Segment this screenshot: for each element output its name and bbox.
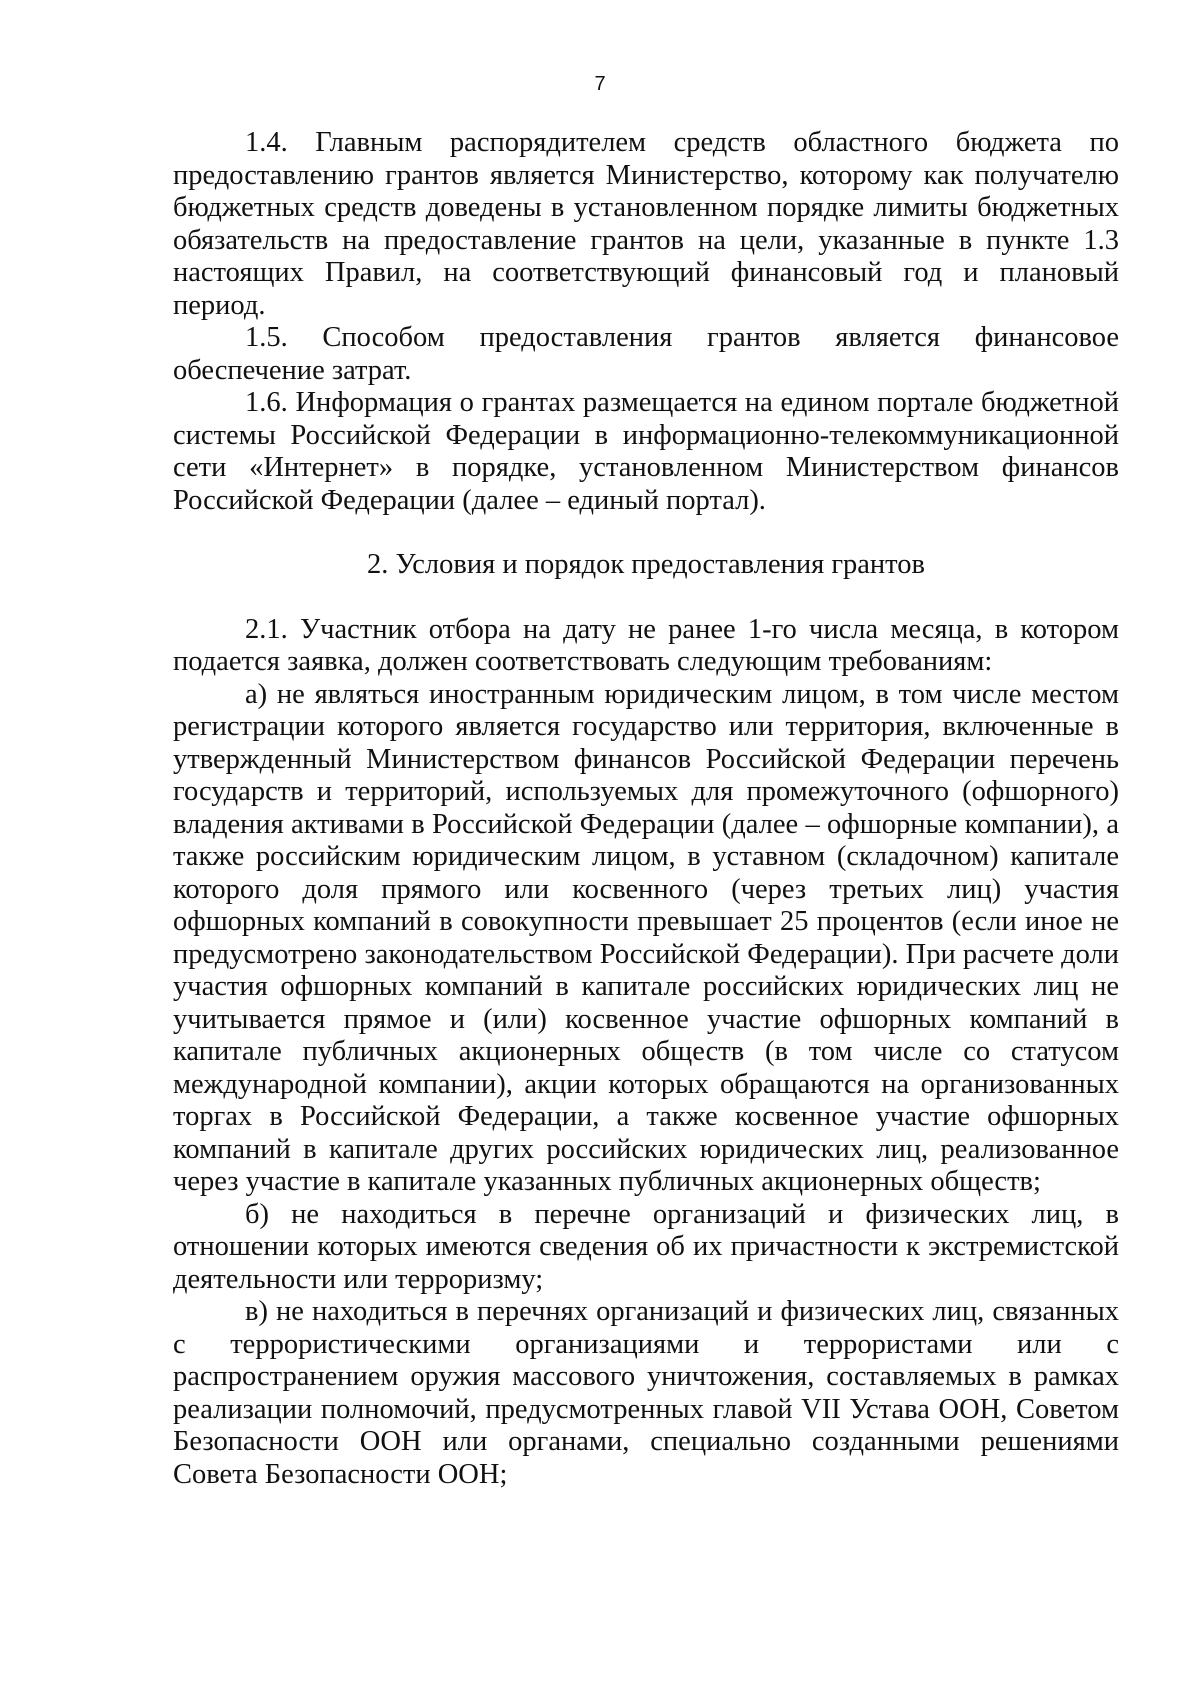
page-number: 7 (594, 73, 606, 95)
paragraph-2-1-b: б) не находиться в перечне организаций и физических лиц, в отношении которых имеются сведения об их причастности к экстремистской деятельности или терроризму; (173, 1198, 1119, 1295)
paragraph-2-1: 2.1. Участник отбора на дату не ранее 1-го числа месяца, в котором подается заявка, должен соответствовать следующим требованиям: (173, 613, 1119, 677)
paragraph-1-6: 1.6. Информация о грантах размещается на едином портале бюджетной системы Российской Федерации в информационно-телекоммуникационной сети «Интернет» в порядке, установленном Министерством финансов Российской Федерации (далее – единый портал). (173, 387, 1119, 516)
paragraph-1-5: 1.5. Способом предоставления грантов является финансовое обеспечение затрат. (173, 322, 1119, 386)
document-body (173, 127, 1119, 1491)
paragraph-2-1-a: а) не являться иностранным юридическим лицом, в том числе местом регистрации которого является государство или территория, включенные в утвержденный Министерством финансов Российской Федерации перечень государств и территорий, используемых для промежуточного (офшорного) владения активами в Российской Федерации (далее – офшорные компании), а также российским юридическим лицом, в уставном (складочном) капитале которого доля прямого или косвенного (через третьих лиц) участия офшорных компаний в совокупности превышает 25 процентов (если иное не предусмотрено законодательством Российской Федерации). При расчете доли участия офшорных компаний в капитале российских юридических лиц не учитывается прямое и (или) косвенное участие офшорных компаний в капитале публичных акционерных обществ (в том числе со статусом международной компании), акции которых обращаются на организованных торгах в Российской Федерации, а также косвенное участие офшорных компаний в капитале других российских юридических лиц, реализованное через участие в капитале указанных публичных акционерных обществ; (173, 678, 1119, 1197)
paragraph-1-4: 1.4. Главным распорядителем средств областного бюджета по предоставлению грантов является Министерство, которому как получателю бюджетных средств доведены в установленном порядке лимиты бюджетных обязательств на предоставление грантов на цели, указанные в пункте 1.3 настоящих Правил, на соответствующий финансовый год и плановый период. (173, 127, 1119, 321)
section-heading: 2. Условия и порядок предоставления грантов (367, 549, 925, 580)
paragraph-2-1-v: в) не находиться в перечнях организаций и физических лиц, связанных с террористическими организациями и террористами или с распространением оружия массового уничтожения, составляемых в рамках реализации полномочий, предусмотренных главой VII Устава ООН, Советом Безопасности ООН или органами, специально созданными решениями Совета Безопасности ООН; (173, 1296, 1119, 1490)
